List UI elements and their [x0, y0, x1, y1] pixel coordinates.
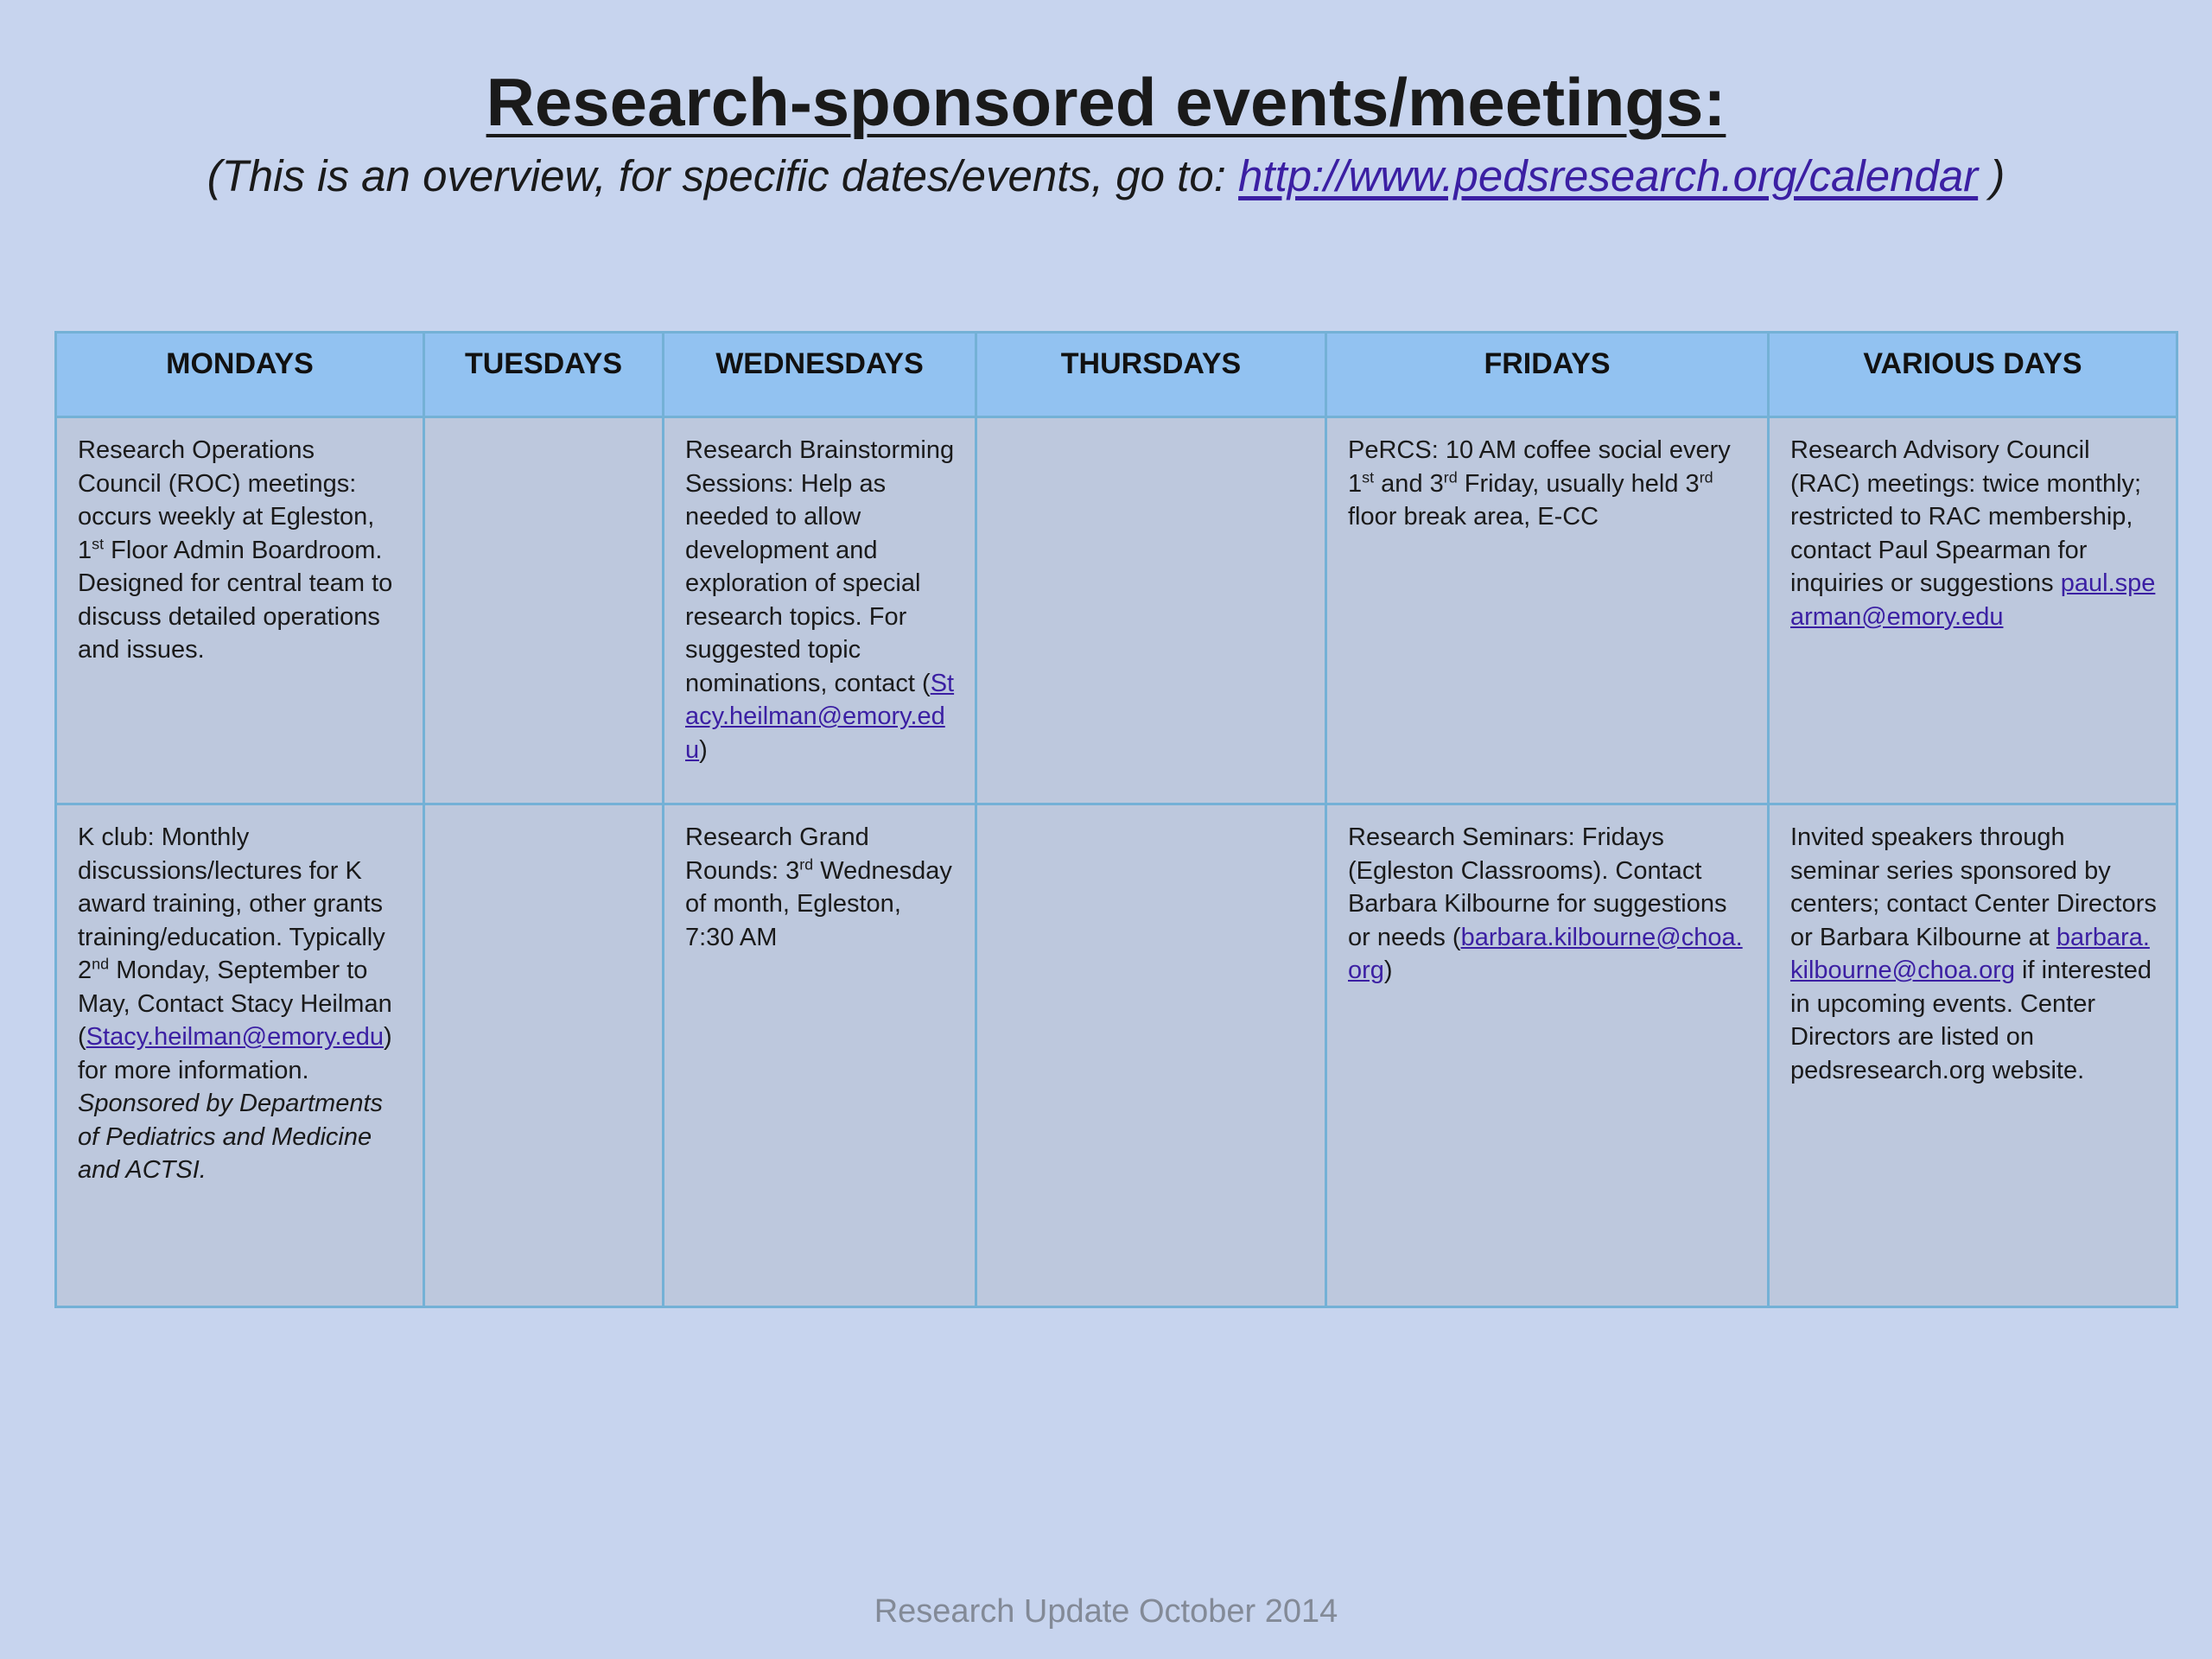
- email-link-stacy-heilman[interactable]: Stacy.heilman@emory.edu: [685, 669, 955, 764]
- cell-friday-percs: PeRCS: 10 AM coffee social every 1st and 3rd Friday, usually held 3rd floor break area, E-CC: [1326, 417, 1769, 804]
- table-row: [56, 804, 2177, 1307]
- cell-monday-roc: Research Operations Council (ROC) meetings: occurs weekly at Egleston, 1st Floor Admin Boardroom. Designed for central team to discuss detailed operations and issues.: [56, 417, 424, 804]
- email-link-barbara-kilbourne[interactable]: barbara.kilbourne@choa.org: [1348, 923, 1743, 984]
- column-header-wednesdays: WEDNESDAYS: [664, 333, 976, 417]
- page-title: Research-sponsored events/meetings:: [486, 64, 1726, 140]
- cell-wednesday-brainstorming: Research Brainstorming Sessions: Help as needed to allow development and exploration of special research topics. For suggested topic nominations, contact (Stacy.heilman@emory.edu): [664, 417, 976, 804]
- column-header-fridays: FRIDAYS: [1326, 333, 1769, 417]
- cell-various-invited-speakers: Invited speakers through seminar series sponsored by centers; contact Center Directors or Barbara Kilbourne at barbara.kilbourne@choa.org if interested in upcoming events. Center Directors are listed on pedsresearch.org website.: [1769, 804, 2177, 1307]
- cell-various-rac: Research Advisory Council (RAC) meetings: twice monthly; restricted to RAC membership, contact Paul Spearman for inquiries or suggestions paul.spearman@emory.edu: [1769, 417, 2177, 804]
- email-link-stacy-heilman[interactable]: Stacy.heilman@emory.edu: [86, 1023, 384, 1051]
- header-row: [56, 333, 2177, 417]
- footer-text: Research Update October 2014: [874, 1593, 1338, 1630]
- email-link-paul-spearman[interactable]: paul.spearman@emory.edu: [1790, 569, 2156, 631]
- calendar-link[interactable]: http://www.pedsresearch.org/calendar: [1238, 151, 1979, 200]
- cell-tuesday-empty: [424, 417, 664, 804]
- column-header-various-days: VARIOUS DAYS: [1769, 333, 2177, 417]
- subtitle: (This is an overview, for specific dates/events, go to: http://www.pedsresearch.org/calendar ): [207, 151, 2005, 200]
- table-row: [56, 417, 2177, 804]
- cell-monday-k-club: K club: Monthly discussions/lectures for K award training, other grants training/education. Typically 2nd Monday, September to May, Contact Stacy Heilman (Stacy.heilman@emory.edu) for more information. Sponsored by Departments of Pediatrics and Medicine and ACTSI.: [56, 804, 424, 1307]
- cell-thursday-empty: [976, 417, 1326, 804]
- column-header-tuesdays: TUESDAYS: [424, 333, 664, 417]
- cell-friday-seminars: Research Seminars: Fridays (Egleston Classrooms). Contact Barbara Kilbourne for suggestions or needs (barbara.kilbourne@choa.org): [1326, 804, 1769, 1307]
- email-link-barbara-kilbourne[interactable]: barbara.kilbourne@choa.org: [1790, 923, 2150, 984]
- cell-thursday-empty: [976, 804, 1326, 1307]
- cell-tuesday-empty: [424, 804, 664, 1307]
- column-header-thursdays: THURSDAYS: [976, 333, 1326, 417]
- events-calendar-table: [54, 331, 2178, 1308]
- column-header-mondays: MONDAYS: [56, 333, 424, 417]
- cell-wednesday-grand-rounds: Research Grand Rounds: 3rd Wednesday of month, Egleston, 7:30 AM: [664, 804, 976, 1307]
